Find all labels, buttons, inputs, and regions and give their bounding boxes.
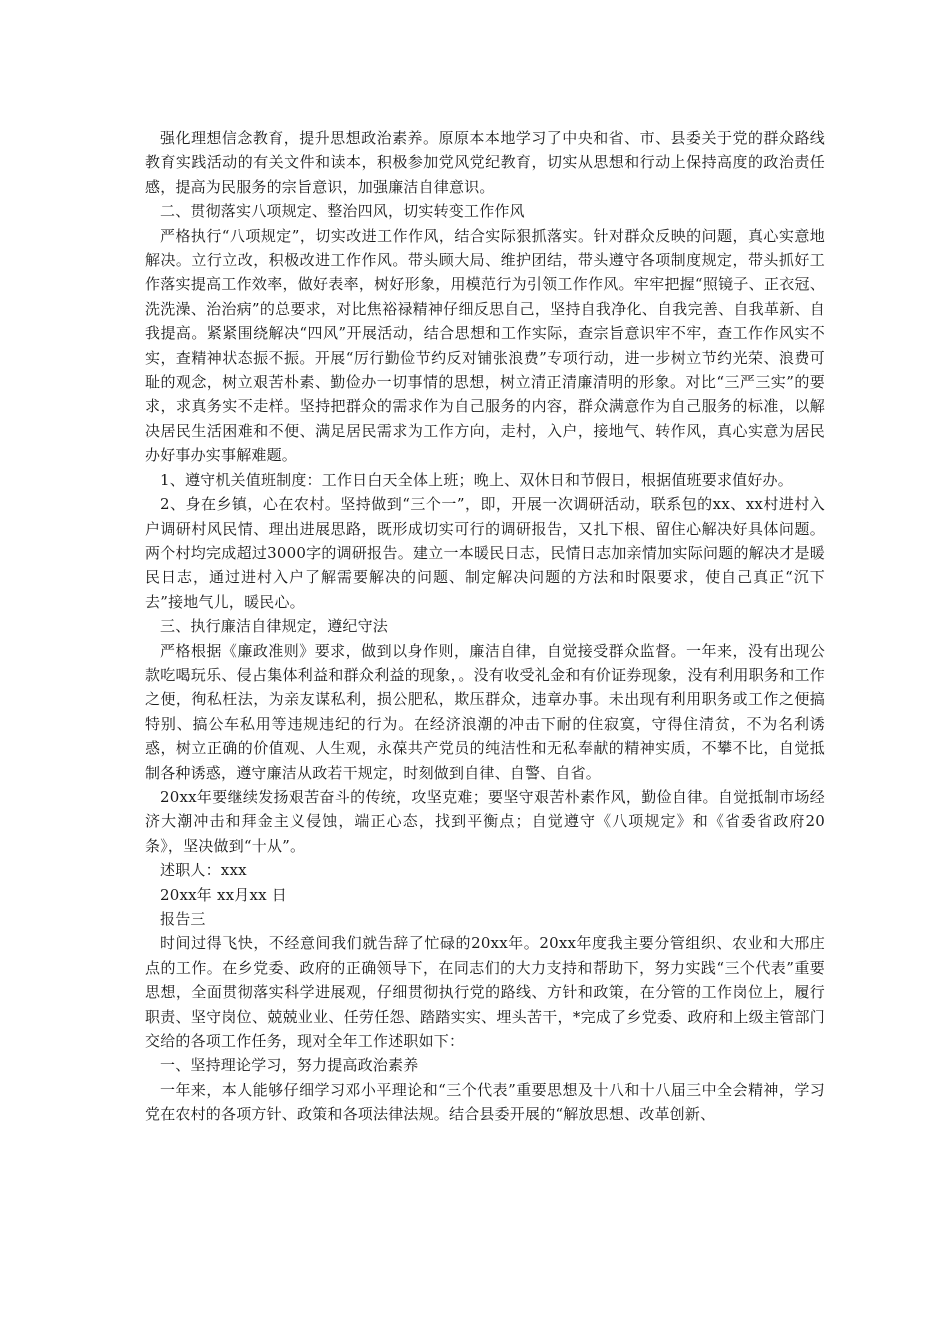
paragraph: 一年来，本人能够仔细学习邓小平理论和“三个代表”重要思想及十八和十八届三中全会精神，学习党在农村的各项方针、政策和各项法律法规。结合县委开展的“解放思想、改革创新、 bbox=[145, 1080, 825, 1124]
paragraph: 强化理想信念教育，提升思想政治素养。原原本本地学习了中央和省、市、县委关于党的群众路线教育实践活动的有关文件和读本，积极参加党风党纪教育，切实从思想和行动上保持高度的政治责任感，提高为民服务的宗旨意识，加强廉洁自律意识。 bbox=[145, 129, 825, 196]
section-heading: 二、贯彻落实八项规定、整治四风，切实转变工作作风 bbox=[160, 202, 525, 221]
paragraph: 严格执行“八项规定”，切实改进工作作风，结合实际狠抓落实。针对群众反映的问题，真心实意地解决。立行立改，积极改进工作作风。带头顾大局、维护团结，带头遵守各项制度规定，带头抓好工作落实提高工作效率，做好表率，树好形象，用模范行为引领工作作风。牢牢把握“照镜子、正衣冠、洗洗澡、治治病”的总要求，对比焦裕禄精神仔细反思自己，坚持自我净化、自我完善、自我革新、自我提高。紧紧围绕解决“四风”开展活动，结合思想和工作实际，查宗旨意识牢不牢，查工作作风实不实，查精神状态振不振。开展“厉行勤俭节约反对铺张浪费”专项行动，进一步树立节约光荣、浪费可耻的观念，树立艰苦朴素、勤俭办一切事情的思想，树立清正清廉清明的形象。对比“三严三实”的要求，求真务实不走样。坚持把群众的需求作为自己服务的内容，群众满意作为自己服务的标准，以解决居民生活困难和不便、满足居民需求为工作方向，走村，入户，接地气、转作风，真心实意为居民办好事办实事解难题。 bbox=[145, 226, 825, 465]
document-body bbox=[145, 126, 825, 1127]
paragraph: 时间过得飞快，不经意间我们就告辞了忙碌的20xx年。20xx年度我主要分管组织、农业和大邢庄点的工作。在乡党委、政府的正确领导下，在同志们的大力支持和帮助下，努力实践“三个代表”重要思想，全面贯彻落实科学进展观，仔细贯彻执行党的路线、方针和政策，在分管的工作岗位上，履行职责、坚守岗位、兢兢业业、任劳任怨、踏踏实实、埋头苦干，*完成了乡党委、政府和上级主管部门交给的各项工作任务，现对全年工作述职如下： bbox=[145, 934, 825, 1051]
section-heading: 三、执行廉洁自律规定，遵纪守法 bbox=[160, 617, 389, 636]
report-title: 报告三 bbox=[160, 910, 206, 928]
date-line: 20xx年 xx月xx 日 bbox=[160, 885, 287, 904]
signature-line: 述职人：xxx bbox=[160, 861, 247, 880]
paragraph: 严格根据《廉政准则》要求，做到以身作则，廉洁自律，自觉接受群众监督。一年来，没有出现公款吃喝玩乐、侵占集体利益和群众利益的现象，。没有收受礼金和有价证券现象，没有利用职务和工作之便，徇私枉法，为亲友谋私利，损公肥私，欺压群众，违章办事。未出现有利用职务或工作之便搞特别、搞公车私用等违规违纪的行为。在经济浪潮的冲击下耐的住寂寞，守得住清贫，不为名利诱惑，树立正确的价值观、人生观，永葆共产党员的纯洁性和无私奉献的精神实质，不攀不比，自觉抵制各种诱惑，遵守廉洁从政若干规定，时刻做到自律、自警、自省。 bbox=[145, 641, 825, 782]
paragraph: 20xx年要继续发扬艰苦奋斗的传统，攻坚克难；要坚守艰苦朴素作风，勤俭自律。自觉抵制市场经济大潮冲击和拜金主义侵蚀，端正心态，找到平衡点；自觉遵守《八项规定》和《省委省政府20条》，坚决做到“十从”。 bbox=[145, 787, 825, 855]
list-item: 2、身在乡镇，心在农村。坚持做到“三个一”，即，开展一次调研活动，联系包的xx、xx村进村入户调研村风民情、理出进展思路，既形成切实可行的调研报告，又扎下根、留住心解决好具体问题。两个村均完成超过3000字的调研报告。建立一本暖民日志，民情日志加亲情加实际问题的解决才是暖民日志，通过进村入户了解需要解决的问题、制定解决问题的方法和时限要求，使自己真正“沉下去”接地气儿，暖民心。 bbox=[145, 495, 825, 611]
section-heading: 一、坚持理论学习，努力提高政治素养 bbox=[160, 1056, 419, 1075]
list-item: 1、遵守机关值班制度：工作日白天全体上班；晚上、双休日和节假日，根据值班要求值好办。 bbox=[160, 470, 793, 489]
